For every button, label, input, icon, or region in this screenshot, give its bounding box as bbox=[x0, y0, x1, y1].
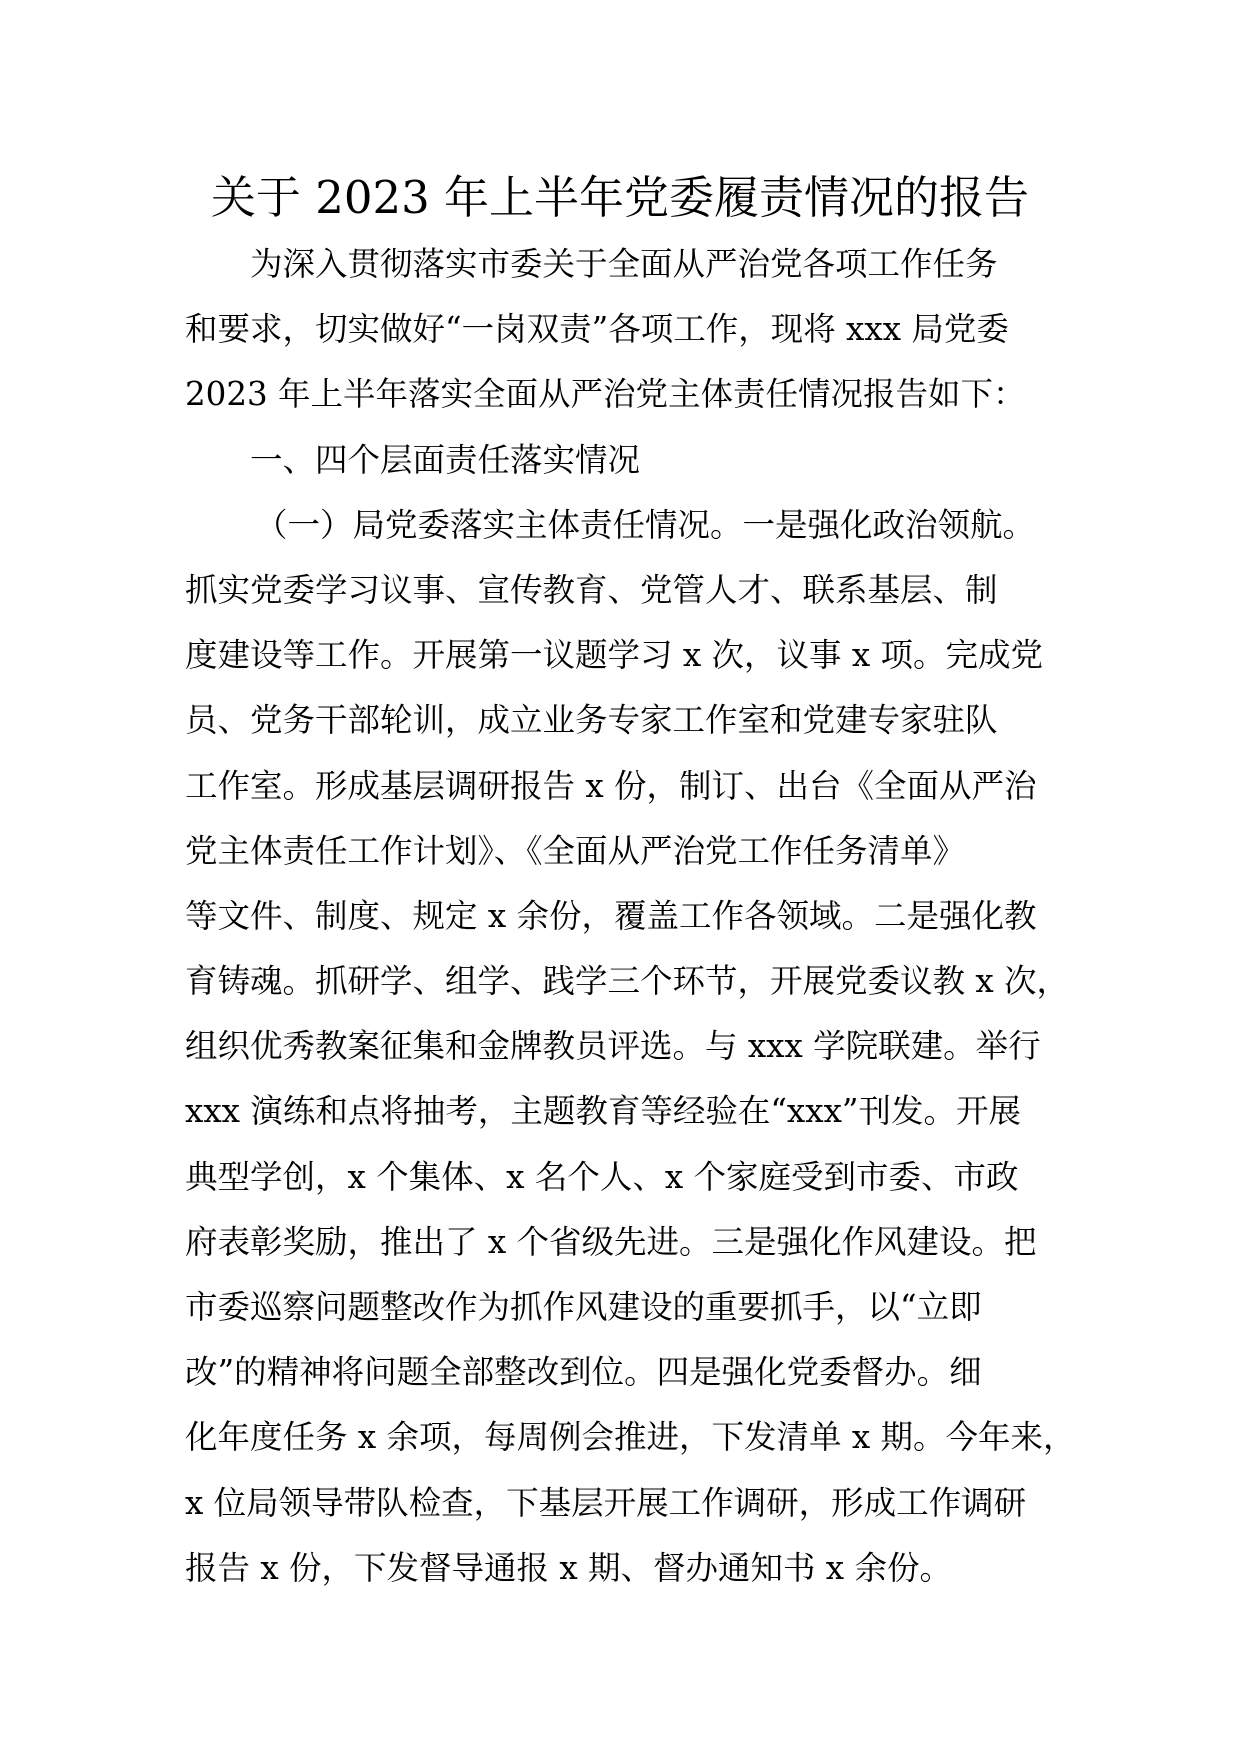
paragraph-line-17: 市委巡察问题整改作为抓作风建设的重要抓手，以“立即 bbox=[185, 1288, 982, 1326]
paragraph-line-12: 育铸魂。抓研学、组学、践学三个环节，开展党委议教 x 次， bbox=[185, 962, 1069, 1001]
paragraph-line-8: 员、党务干部轮训，成立业务专家工作室和党建专家驻队 bbox=[185, 701, 998, 740]
paragraph-line-1: 为深入贯彻落实市委关于全面从严治党各项工作任务 bbox=[250, 245, 998, 283]
paragraph-line-20: x 位局领导带队检查，下基层开展工作调研，形成工作调研 bbox=[185, 1483, 1027, 1522]
subsection-heading-line: （一）局党委落实主体责任情况。一是强化政治领航。 bbox=[255, 505, 1036, 544]
document-body bbox=[185, 232, 1076, 1601]
paragraph-line-11: 等文件、制度、规定 x 余份，覆盖工作各领域。二是强化教 bbox=[185, 896, 1037, 935]
paragraph-line-21: 报告 x 份，下发督导通报 x 期、督办通知书 x 余份。 bbox=[185, 1548, 952, 1587]
paragraph-line-18: 改”的精神将问题全部整改到位。四是强化党委督办。细 bbox=[185, 1353, 982, 1392]
paragraph-line-2: 和要求，切实做好“一岗双责”各项工作，现将 xxx 局党委 bbox=[185, 310, 1009, 349]
paragraph-line-7: 度建设等工作。开展第一议题学习 x 次，议事 x 项。完成党 bbox=[185, 636, 1043, 675]
paragraph-line-14: xxx 演练和点将抽考，主题教育等经验在“xxx”刊发。开展 bbox=[185, 1092, 1022, 1131]
paragraph-line-19: 化年度任务 x 余项，每周例会推进，下发清单 x 期。今年来， bbox=[185, 1418, 1076, 1457]
paragraph-line-13: 组织优秀教案征集和金牌教员评选。与 xxx 学院联建。举行 bbox=[185, 1027, 1041, 1066]
paragraph-line-9: 工作室。形成基层调研报告 x 份，制订、出台《全面从严治 bbox=[185, 766, 1037, 805]
paragraph-line-3: 2023 年上半年落实全面从严治党主体责任情况报告如下： bbox=[185, 375, 1026, 414]
paragraph-line-10: 党主体责任工作计划》、《全面从严治党工作任务清单》 bbox=[185, 831, 966, 870]
paragraph-line-15: 典型学创，x 个集体、x 名个人、x 个家庭受到市委、市政 bbox=[185, 1157, 1019, 1196]
section-heading: 一、四个层面责任落实情况 bbox=[250, 440, 641, 479]
document-title: 关于 2023 年上半年党委履责情况的报告 bbox=[210, 171, 1030, 224]
paragraph-line-6: 抓实党委学习议事、宣传教育、党管人才、联系基层、制 bbox=[185, 570, 998, 609]
paragraph-line-16: 府表彰奖励，推出了 x 个省级先进。三是强化作风建设。把 bbox=[185, 1222, 1037, 1261]
